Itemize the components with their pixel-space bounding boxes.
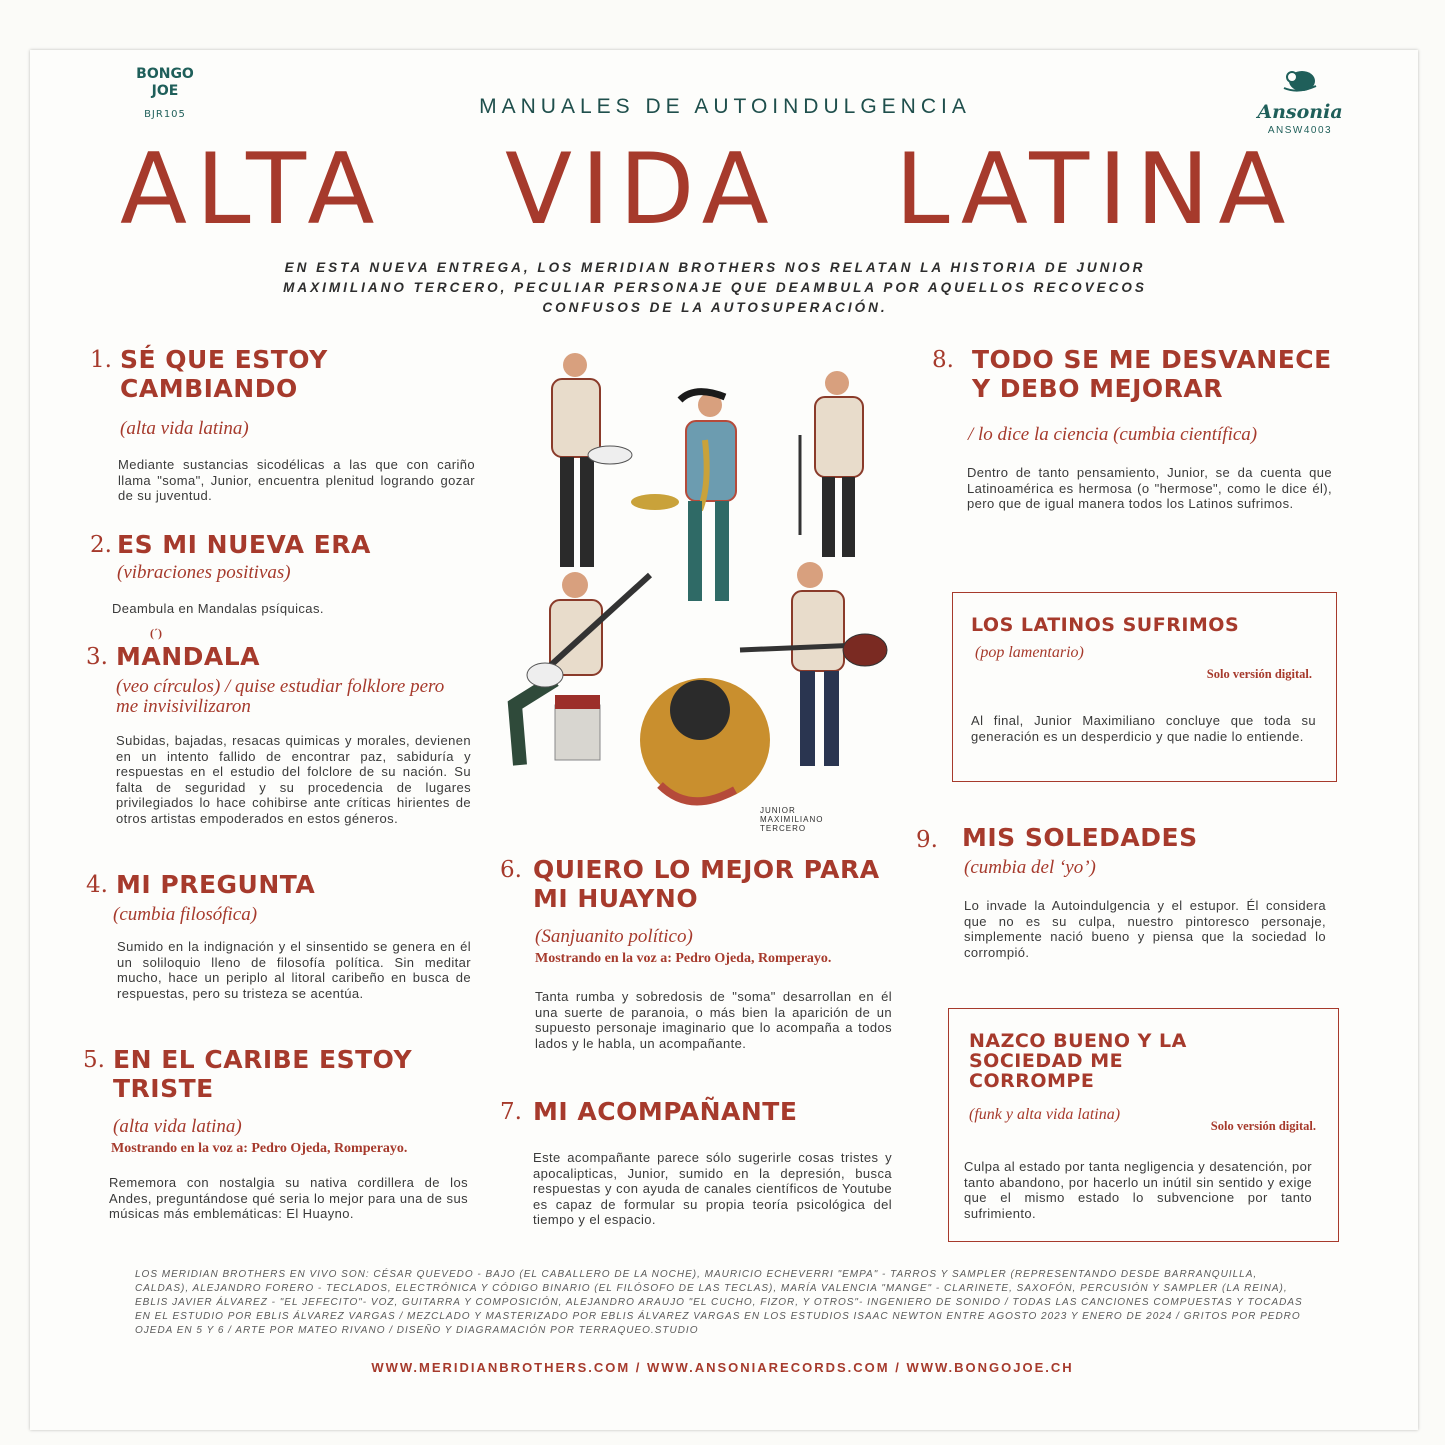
track-7 bbox=[500, 1097, 892, 1228]
track-number: 2. bbox=[90, 532, 112, 558]
ansonia-animal-icon bbox=[1278, 68, 1322, 94]
bonus-track-box-1 bbox=[952, 592, 1337, 782]
junior-figure bbox=[640, 678, 770, 802]
track-credit: Mostrando en la voz a: Pedro Ojeda, Romperayo. bbox=[535, 951, 832, 966]
track-description: Tanta rumba y sobredosis de "soma" desarrollan en él una suerte de paranoia, o más bien la aparición de un supuesto personaje imaginario que lo acompaña a todos lados y le habla, un acompañante. bbox=[535, 989, 892, 1051]
websites: WWW.MERIDIANBROTHERS.COM / WWW.ANSONIARECORDS.COM / WWW.BONGOJOE.CH bbox=[371, 1360, 1074, 1375]
track-description: Subidas, bajadas, resacas quimicas y morales, devienen en un intento fallido de encontrar paz, sabiduría y respuestas en el estudio del folclore de su nación. Su falta de seguridad y su procedencia de lugares privilegiados lo hace cohibirse ante críticas hirientes de otros artistas empoderados en estos géneros. bbox=[116, 733, 471, 826]
track-description: Dentro de tanto pensamiento, Junior, se da cuenta que Latinoamérica es hermosa (o "hermose", como le dice él), pero que de igual manera todos los Latinos sufrimos. bbox=[967, 465, 1332, 511]
track-title: MANDALA bbox=[116, 642, 261, 671]
series-title: MANUALES DE AUTOINDULGENCIA bbox=[479, 95, 971, 118]
caption-line: TERCERO bbox=[760, 824, 807, 833]
track-description: Este acompañante parece sólo sugerirle cosas tristes y apocalipticas, Junior, sumido en la depresión, busca respuestas y con ayuda de canales científicos de Youtube es capaz de formular su propia teoría psicológica del tiempo y el espacio. bbox=[533, 1150, 892, 1227]
track-9 bbox=[916, 823, 1326, 960]
track-description: Lo invade la Autoindulgencia y el estupor. Él considera que no es su culpa, nuestro pintoresco personaje, simplemente nació bueno y piensa que la sociedad lo corrompió. bbox=[964, 898, 1326, 960]
album-title bbox=[0, 133, 1445, 247]
track-title: SÉ QUE ESTOY CAMBIANDO bbox=[120, 345, 328, 403]
track-subtitle: (alta vida latina) bbox=[120, 418, 249, 439]
logo-line-2: JOE bbox=[151, 83, 179, 99]
title-word-2: VIDA bbox=[505, 133, 778, 247]
bonus-title: LOS LATINOS SUFRIMOS bbox=[971, 614, 1240, 636]
intro-text: EN ESTA NUEVA ENTREGA, LOS MERIDIAN BROTHERS NOS RELATAN LA HISTORIA DE JUNIOR MAXIMILIANO TERCERO, PECULIAR PERSONAJE QUE DEAMBULA POR AQUELLOS RECOVECOS CONFUSOS DE LA AUTOSUPERACIÓN. bbox=[283, 260, 1147, 315]
track-credit: Mostrando en la voz a: Pedro Ojeda, Romperayo. bbox=[111, 1141, 408, 1156]
bonus-track-box-2 bbox=[948, 1008, 1339, 1242]
illustration-caption bbox=[760, 806, 823, 833]
track-title: MI ACOMPAÑANTE bbox=[533, 1097, 798, 1126]
band-illustration bbox=[500, 345, 900, 840]
track-number: 9. bbox=[916, 827, 938, 853]
track-2 bbox=[90, 530, 475, 617]
digital-only-note: Solo versión digital. bbox=[1206, 667, 1312, 681]
track-number: 5. bbox=[83, 1047, 105, 1073]
track-accent-mark: (´) bbox=[150, 626, 162, 640]
member-1 bbox=[552, 353, 632, 567]
digital-only-note: Solo versión digital. bbox=[1210, 1119, 1316, 1133]
logo-line-1: BONGO bbox=[136, 66, 194, 82]
track-number: 6. bbox=[500, 857, 522, 883]
track-subtitle: (cumbia filosófica) bbox=[113, 904, 258, 925]
track-5 bbox=[83, 1045, 468, 1222]
track-title: MIS SOLEDADES bbox=[962, 823, 1198, 852]
track-4 bbox=[86, 870, 471, 1001]
track-subtitle: (Sanjuanito político) bbox=[535, 926, 693, 947]
track-title: MI PREGUNTA bbox=[116, 870, 316, 899]
track-number: 7. bbox=[500, 1099, 522, 1125]
bonus-title: NAZCO BUENO Y LA SOCIEDAD ME CORROMPE bbox=[969, 1030, 1187, 1092]
track-subtitle: (vibraciones positivas) bbox=[117, 562, 291, 583]
track-6 bbox=[500, 855, 892, 1051]
track-description: Sumido en la indignación y el sinsentido se genera en él un soliloquio lleno de filosofía política. Sin meditar mucho, hace un periplo al litoral caribeño en busca de respuestas, pero su tristeza se acentúa. bbox=[117, 939, 471, 1001]
catalog-number-left: BJR105 bbox=[144, 109, 186, 120]
track-3 bbox=[86, 628, 471, 826]
track-description: Mediante sustancias sicodélicas a las que con cariño llama "soma", Junior, encuentra plenitud logrando gozar de su juventud. bbox=[118, 457, 475, 503]
track-1 bbox=[90, 345, 475, 504]
track-number: 3. bbox=[86, 644, 108, 670]
title-word-1: ALTA bbox=[120, 133, 384, 247]
member-2 bbox=[631, 392, 736, 601]
bonus-description: Al final, Junior Maximiliano concluye que toda su generación es un desperdicio y que nadie lo entiende. bbox=[971, 713, 1316, 744]
track-8 bbox=[932, 345, 1332, 512]
member-4 bbox=[515, 572, 650, 765]
track-subtitle: (veo círculos) / quise estudiar folklore pero me invisivilizaron bbox=[116, 676, 445, 717]
track-title: QUIERO LO MEJOR PARA MI HUAYNO bbox=[533, 855, 880, 913]
track-title: EN EL CARIBE ESTOY TRISTE bbox=[113, 1045, 413, 1103]
track-number: 8. bbox=[932, 347, 954, 373]
track-description: Rememora con nostalgia su nativa cordillera de los Andes, preguntándose qué seria lo mejor para una de sus músicas más emblemáticas: El Huayno. bbox=[109, 1175, 468, 1221]
bonus-subtitle: (funk y alta vida latina) bbox=[969, 1106, 1121, 1123]
member-3 bbox=[800, 371, 863, 557]
track-title: TODO SE ME DESVANECE Y DEBO MEJORAR bbox=[972, 345, 1332, 403]
catalog-number-right: ANSW4003 bbox=[1267, 125, 1333, 136]
bonus-description: Culpa al estado por tanta negligencia y desatención, por tanto abandono, por hacerlo un inútil sin sentido y exige que el mismo estado lo subvencione por tanto sufrimiento. bbox=[964, 1159, 1312, 1221]
track-subtitle: / lo dice la ciencia (cumbia científica) bbox=[968, 424, 1258, 445]
track-description: Deambula en Mandalas psíquicas. bbox=[112, 601, 324, 616]
bongo-joe-logo bbox=[130, 66, 200, 123]
track-title: ES MI NUEVA ERA bbox=[117, 530, 371, 559]
track-subtitle: (cumbia del ‘yo’) bbox=[964, 857, 1096, 878]
band-members-illustration bbox=[500, 345, 900, 840]
title-word-3: LATINA bbox=[895, 133, 1295, 247]
bonus-subtitle: (pop lamentario) bbox=[975, 644, 1084, 661]
track-number: 1. bbox=[90, 347, 112, 373]
caption-line: MAXIMILIANO bbox=[760, 815, 824, 824]
credits-text: LOS MERIDIAN BROTHERS EN VIVO SON: CÉSAR QUEVEDO - BAJO (EL CABALLERO DE LA NOCHE), MAURICIO ECHEVERRI "EMPA" - TARROS Y SAMPLER (REPRESENTANDO DESDE BARRANQUILLA, CALDAS), ALEJANDRO FORERO - TECLADOS, ELECTRÓNICA Y CÓDIGO BINARIO (EL FILÓSOFO DE LAS TECLAS), MARÍA VALENCIA "MANGE" - CLARINETE, SAXOFÓN, PERCUSIÓN Y SAMPLER (LA REINA), EBLIS JAVIER ÁLVAREZ - "EL JEFECITO"- VOZ, GUITARRA Y COMPOSICIÓN, ALEJANDRO ARAUJO "EL CUCHO, FIZOR, Y OTROS"- INGENIERO DE SONIDO / TODAS LAS CANCIONES COMPUESTAS Y TOCADAS EN EL ESTUDIO POR EBLIS ÁLVAREZ VARGAS / MEZCLADO Y MASTERIZADO POR EBLIS ÁLVAREZ VARGAS EN LOS ESTUDIOS ISAAC NEWTON ENTRE AGOSTO 2023 Y ENERO DE 2024 / GRITOS POR PEDRO OJEDA EN 5 Y 6 / ARTE POR MATEO RIVANO / DISEÑO Y DIAGRAMACIÓN POR TERRAQUEO.STUDIO bbox=[135, 1269, 1303, 1336]
track-number: 4. bbox=[86, 872, 108, 898]
ansonia-logo bbox=[1250, 68, 1350, 136]
track-subtitle: (alta vida latina) bbox=[113, 1116, 242, 1137]
ansonia-wordmark: Ansonia bbox=[1257, 101, 1343, 123]
caption-line: JUNIOR bbox=[760, 806, 796, 815]
